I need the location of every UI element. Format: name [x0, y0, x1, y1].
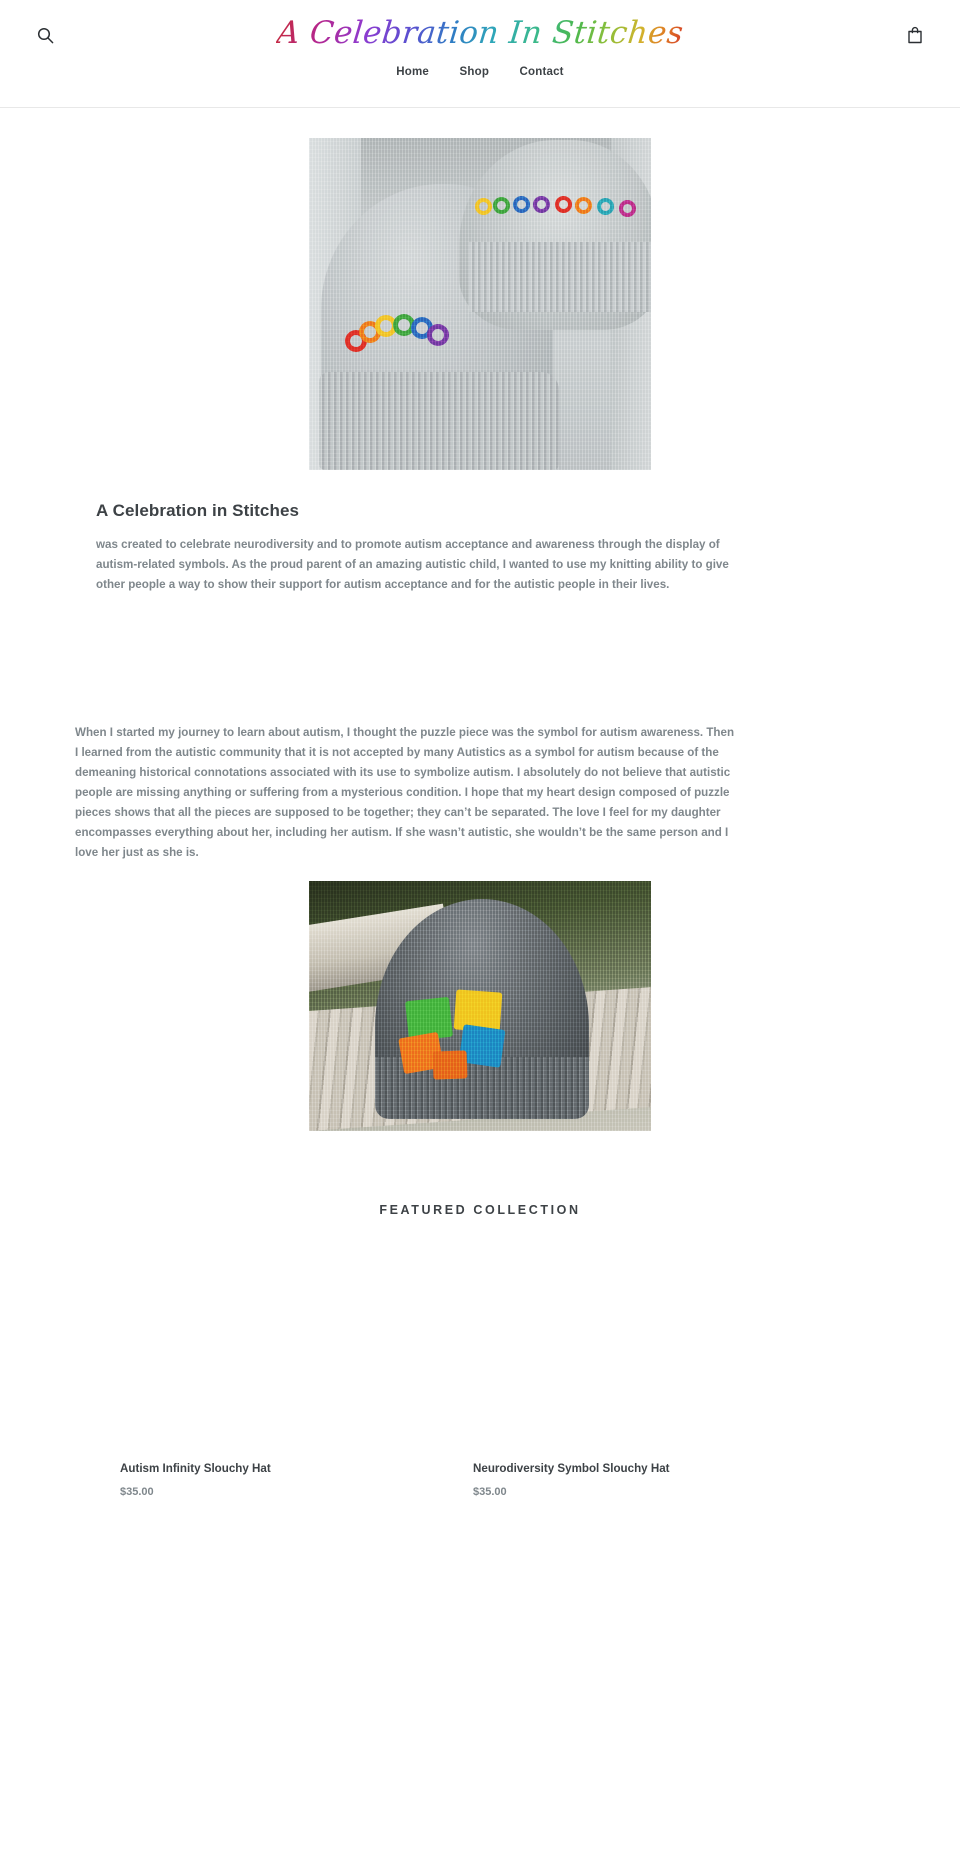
- site-header: [0, 0, 960, 108]
- product-card[interactable]: [120, 1243, 472, 1500]
- story-paragraph: When I started my journey to learn about autism, I thought the puzzle piece was the symbol for autism awareness. Then I learned from the autistic community that it is not accepted by many Autistics as a symbol for autism because of the demeaning historical connotations associated with its use to symbolize autism. I absolutely do not believe that autistic people are missing anything or suffering from a mysterious condition. I hope that my heart design composed of puzzle pieces shows that all the pieces are supposed to be together; they can’t be separated. The love I feel for my daughter encompasses everything about her, including her autism. If she wasn’t autistic, she wouldn’t be the same person and I love her just as she is.: [75, 726, 735, 859]
- story-image-container: [0, 863, 960, 1131]
- product-card[interactable]: [473, 1243, 825, 1500]
- nav-item-home[interactable]: Home: [396, 66, 430, 78]
- product-title: Autism Infinity Slouchy Hat: [120, 1462, 271, 1475]
- product-image[interactable]: [473, 1243, 825, 1455]
- hero-image-knit-texture: [309, 138, 651, 470]
- nav-item-contact[interactable]: Contact: [519, 66, 564, 78]
- main-navigation: [0, 62, 960, 82]
- featured-collection-heading: FEATURED COLLECTION: [379, 1203, 581, 1217]
- nav-item-shop[interactable]: Shop: [459, 66, 490, 78]
- intro-paragraph: was created to celebrate neurodiversity and to promote autism acceptance and awareness through the display of autism-related symbols. As the proud parent of an amazing autistic child, I wanted to use my knitting ability to give other people a way to show their support for autism acceptance and for the autistic people in their lives.: [96, 538, 729, 591]
- story-section: [75, 595, 880, 863]
- intro-section: [80, 470, 880, 595]
- site-logo[interactable]: [0, 12, 960, 56]
- product-image[interactable]: [120, 1243, 472, 1455]
- shopping-bag-icon: [907, 26, 923, 44]
- product-price: $35.00: [473, 1486, 507, 1498]
- featured-product-grid: [60, 1217, 900, 1500]
- page-title: A Celebration in Stitches: [96, 501, 300, 520]
- page-content: [0, 108, 960, 1500]
- hero-image: [309, 138, 651, 470]
- cart-button[interactable]: [900, 20, 930, 50]
- product-price: $35.00: [120, 1486, 154, 1498]
- story-image-knit-texture: [309, 881, 651, 1131]
- hero-image-container: [0, 108, 960, 470]
- site-logo-text: A Celebration In Stitches: [275, 12, 686, 54]
- product-title: Neurodiversity Symbol Slouchy Hat: [473, 1462, 670, 1475]
- story-image: [309, 881, 651, 1131]
